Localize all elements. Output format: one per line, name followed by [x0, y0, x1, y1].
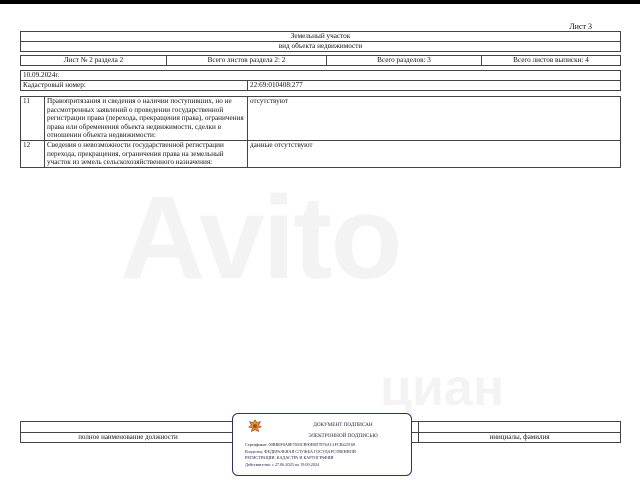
- sheet-number: Лист 3: [569, 22, 592, 31]
- header-table: [20, 31, 621, 66]
- total-sheets-section: Всего листов раздела 2: 2: [167, 56, 327, 66]
- name-label: инициалы, фамилия: [419, 433, 621, 443]
- cian-watermark: [380, 358, 504, 418]
- sheet-of-section: Лист № 2 раздела 2: [21, 56, 167, 66]
- meta-table: [20, 70, 621, 91]
- stamp-certificate: Сертификат: 00BB0F0A8E7693CB90E8D7876AC1FCB425168: [245, 442, 356, 447]
- table-row: [21, 97, 621, 141]
- row-number: 11: [21, 97, 45, 141]
- e-signature-stamp: [232, 413, 412, 476]
- cadastral-number: 22:69:010408:277: [248, 81, 621, 91]
- avito-watermark: [120, 170, 401, 306]
- position-label: полное наименование должности: [21, 433, 236, 443]
- row-value: данные отсутствуют: [248, 140, 621, 167]
- total-sections: Всего разделов: 3: [327, 56, 482, 66]
- data-table: [20, 96, 621, 168]
- object-type: вид объекта недвижимости: [21, 42, 621, 52]
- cadastral-label: Кадастровый номер:: [21, 81, 248, 91]
- stamp-owner1: Владелец: ФЕДЕРАЛЬНАЯ СЛУЖБА ГОСУДАРСТВЕННОЙ: [245, 449, 356, 454]
- row-description: Сведения о невозможности государственной регистрации перехода, прекращения, ограничения права на земельный участок из земель сельскохозяйственного назначения:: [45, 140, 248, 167]
- section-title: Земельный участок: [21, 32, 621, 42]
- row-number: 12: [21, 140, 45, 167]
- stamp-valid: Действителен: с 27.06.2023 по 19.09.2024: [245, 462, 320, 467]
- row-description: Правопритязания и сведения о наличии поступивших, но не рассмотренных заявлений о проведении государственной регистрации права (перехода, прекращения права), ограничения права или обременения объекта недвижимости, сделки в отношении объекта недвижимости:: [45, 97, 248, 141]
- total-sheets-extract: Всего листов выписки: 4: [482, 56, 621, 66]
- row-value: отсутствуют: [248, 97, 621, 141]
- eagle-emblem-icon: [246, 418, 264, 436]
- stamp-owner2: РЕГИСТРАЦИИ, КАДАСТРА И КАРТОГРАФИИ: [245, 455, 334, 460]
- stamp-line2: ЭЛЕКТРОННОЙ ПОДПИСЬЮ: [308, 433, 378, 439]
- top-border: [0, 0, 640, 4]
- table-row: [21, 140, 621, 167]
- stamp-line1: ДОКУМЕНТ ПОДПИСАН: [313, 422, 373, 428]
- extract-date: 10.09.2024г.: [21, 71, 621, 81]
